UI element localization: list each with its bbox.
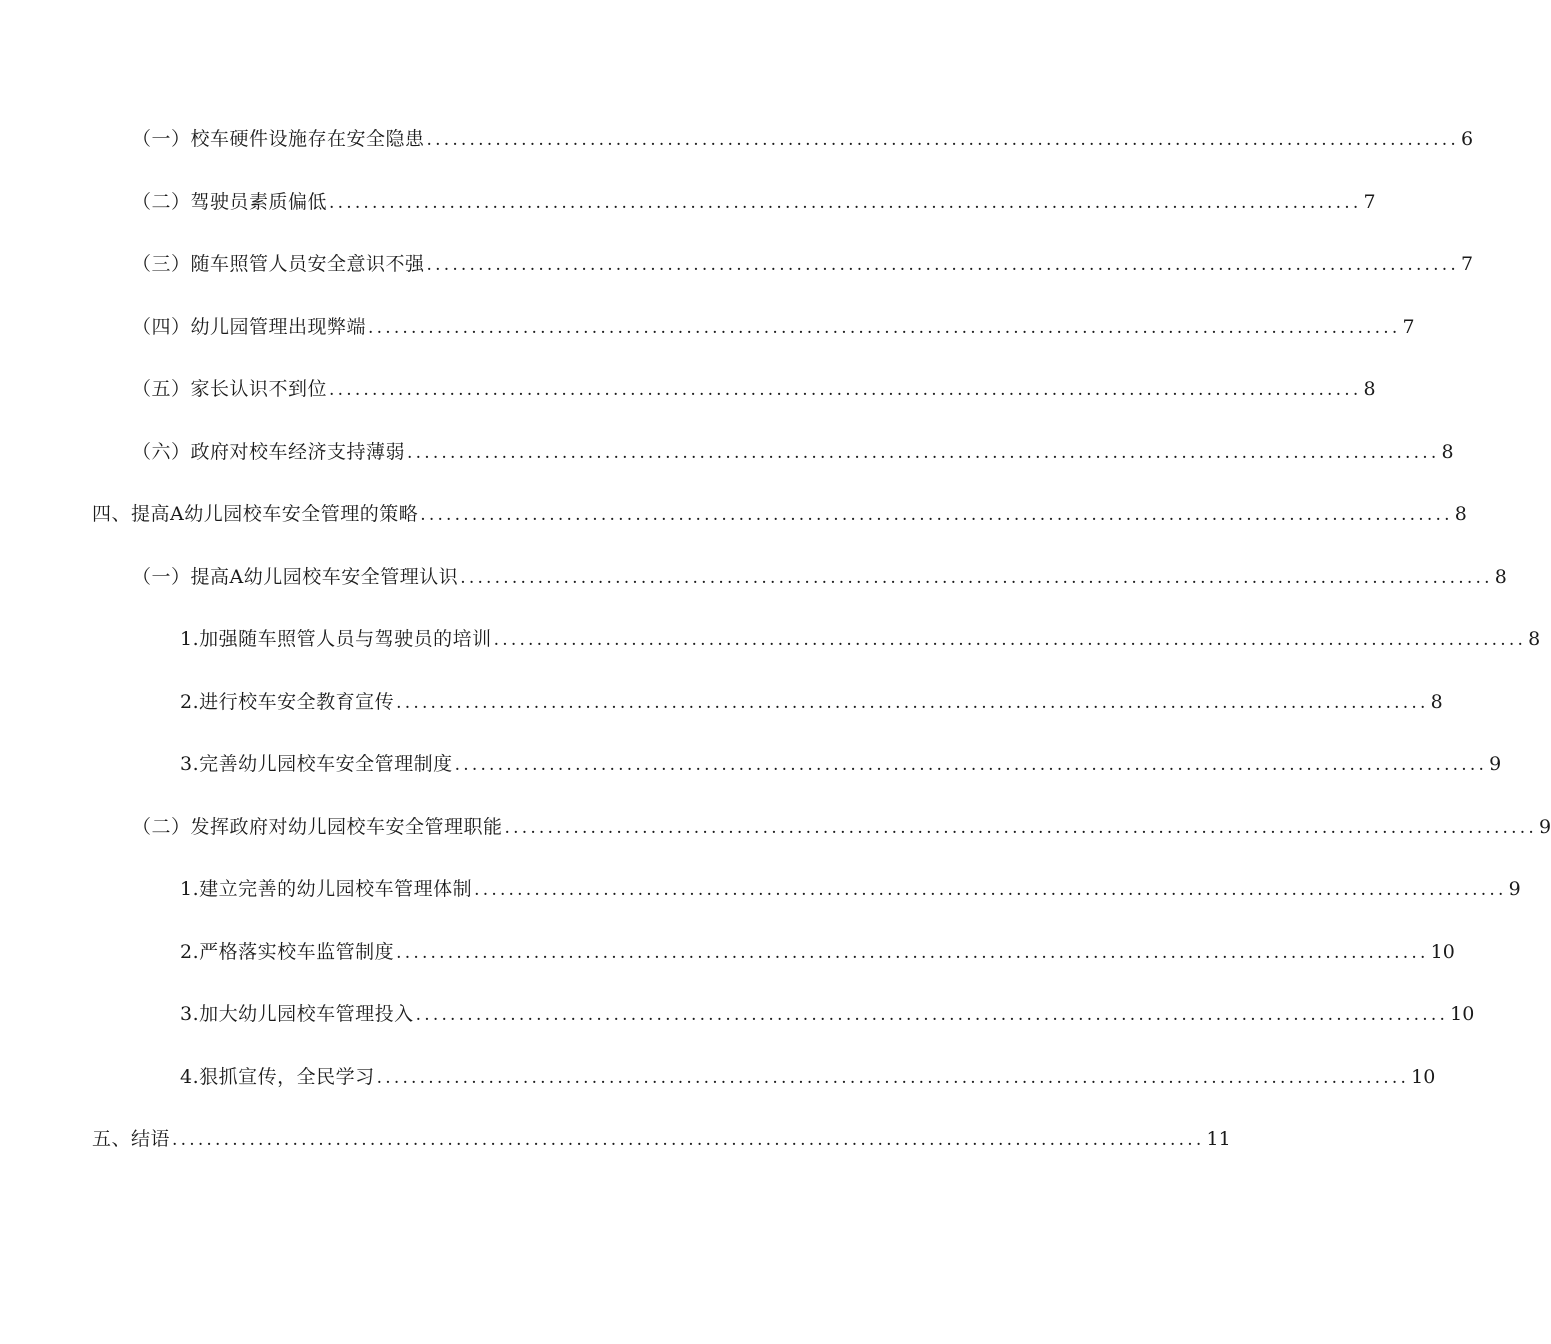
dot-leader: ........................................................................................................................ — [329, 193, 1362, 213]
dot-leader: ........................................................................................................................ — [454, 755, 1488, 775]
dot-leader: ........................................................................................................................ — [376, 1068, 1410, 1088]
toc-entry-title: （四）幼儿园管理出现弊端 — [132, 316, 367, 338]
toc-entry-title: （二）发挥政府对幼儿园校车安全管理职能 — [132, 816, 503, 838]
toc-entry-title: 4.狠抓宣传，全民学习 — [180, 1066, 375, 1088]
toc-entry-title: （一）校车硬件设施存在安全隐患 — [132, 128, 425, 150]
toc-entry-page: 8 — [1454, 503, 1467, 525]
toc-entry-page: 8 — [1494, 566, 1507, 588]
toc-entry-title: （三）随车照管人员安全意识不强 — [132, 253, 425, 275]
toc-entry-title: 3.完善幼儿园校车安全管理制度 — [180, 753, 453, 775]
toc-entry-title: 2.进行校车安全教育宣传 — [180, 691, 395, 713]
toc-entry[interactable] — [180, 872, 1521, 906]
dot-leader: ........................................................................................................................ — [415, 1005, 1449, 1025]
toc-entry-page: 10 — [1450, 1003, 1475, 1025]
toc-entry-page: 9 — [1538, 816, 1551, 838]
dot-leader: ........................................................................................................................ — [420, 505, 1453, 525]
dot-leader: ........................................................................................................................ — [474, 880, 1507, 900]
toc-entry-page: 7 — [1363, 191, 1376, 213]
dot-leader: ........................................................................................................................ — [504, 818, 1537, 838]
toc-entry[interactable] — [132, 372, 1376, 406]
dot-leader: ........................................................................................................................ — [460, 568, 1493, 588]
toc-entry-page: 7 — [1402, 316, 1415, 338]
toc-entry[interactable] — [132, 810, 1551, 844]
toc-entry-title: 四、提高A幼儿园校车安全管理的策略 — [92, 503, 419, 525]
toc-entry-title: （五）家长认识不到位 — [132, 378, 328, 400]
toc-entry[interactable] — [180, 1060, 1436, 1094]
toc-entry-title: （六）政府对校车经济支持薄弱 — [132, 441, 406, 463]
toc-entry[interactable] — [132, 185, 1376, 219]
toc-entry-title: 1.加强随车照管人员与驾驶员的培训 — [180, 628, 492, 650]
toc-entry[interactable] — [180, 747, 1502, 781]
toc-entry-title: 2.严格落实校车监管制度 — [180, 941, 395, 963]
dot-leader: ........................................................................................................................ — [172, 1130, 1205, 1150]
toc-entry-page: 7 — [1460, 253, 1474, 275]
toc-entry[interactable] — [132, 122, 1474, 156]
toc-entry[interactable] — [132, 310, 1415, 344]
toc-entry-page: 9 — [1489, 753, 1502, 775]
toc-entry-title: （二）驾驶员素质偏低 — [132, 191, 328, 213]
toc-entry-title: （一）提高A幼儿园校车安全管理认识 — [132, 566, 459, 588]
toc-entry-title: 3.加大幼儿园校车管理投入 — [180, 1003, 414, 1025]
toc-entry[interactable] — [180, 685, 1443, 719]
toc-entry[interactable] — [132, 560, 1507, 594]
toc-entry-page: 10 — [1411, 1066, 1436, 1088]
dot-leader: ........................................................................................................................ — [396, 693, 1429, 713]
dot-leader: ........................................................................................................................ — [329, 380, 1362, 400]
dot-leader: ........................................................................................................................ — [426, 130, 1459, 150]
toc-entry[interactable] — [92, 497, 1467, 531]
toc-entry[interactable] — [132, 435, 1454, 469]
toc-entry-page: 8 — [1430, 691, 1443, 713]
toc-entry-title: 1.建立完善的幼儿园校车管理体制 — [180, 878, 473, 900]
toc-entry[interactable] — [180, 997, 1475, 1031]
dot-leader: ........................................................................................................................ — [426, 255, 1459, 275]
dot-leader: ........................................................................................................................ — [368, 318, 1401, 338]
toc-entry-page: 9 — [1508, 878, 1521, 900]
toc-entry[interactable] — [92, 1122, 1231, 1156]
toc-entry-page: 8 — [1363, 378, 1376, 400]
toc-entry[interactable] — [180, 935, 1455, 969]
dot-leader: ........................................................................................................................ — [407, 443, 1440, 463]
toc-entry-page: 8 — [1441, 441, 1454, 463]
dot-leader: ........................................................................................................................ — [493, 630, 1527, 650]
toc-entry-page: 8 — [1528, 628, 1541, 650]
dot-leader: ........................................................................................................................ — [396, 943, 1429, 963]
toc-entry-page: 6 — [1460, 128, 1474, 150]
toc-entry[interactable] — [132, 247, 1474, 281]
toc-entry[interactable] — [180, 622, 1541, 656]
toc-entry-title: 五、结语 — [92, 1128, 171, 1150]
toc-entry-page: 10 — [1430, 941, 1455, 963]
toc-entry-page: 11 — [1206, 1128, 1231, 1150]
